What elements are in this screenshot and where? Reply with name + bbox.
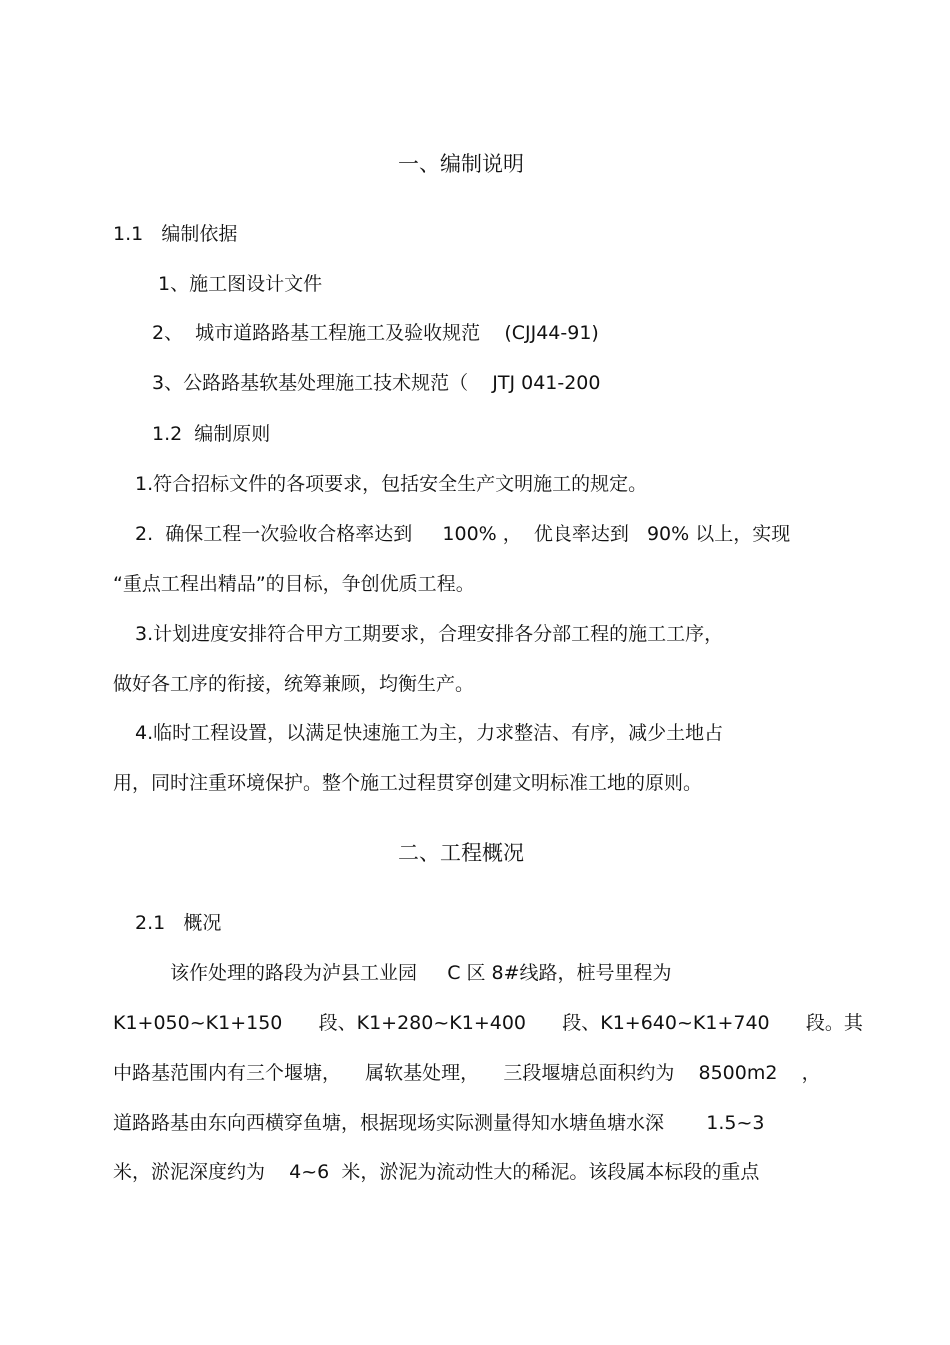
overview-line-2: K1+050~K1+150 段、K1+280~K1+400 段、K1+640~K1+740 段。其 — [113, 1012, 863, 1034]
overview-line-3: 中路基范围内有三个堰塘， 属软基处理， 三段堰塘总面积约为 8500m2 ， — [113, 1062, 821, 1084]
basis-item-3: 3、公路路基软基处理施工技术规范（ JTJ 041-200 — [152, 372, 601, 394]
principle-line-6: 4.临时工程设置，以满足快速施工为主，力求整洁、有序，减少土地占 — [135, 722, 724, 744]
overview-line-5: 米，淤泥深度约为 4~6 米，淤泥为流动性大的稀泥。该段属本标段的重点 — [113, 1161, 760, 1183]
principle-line-1: 1.符合招标文件的各项要求，包括安全生产文明施工的规定。 — [135, 473, 648, 495]
subsection-title-1-2: 1.2 编制原则 — [152, 423, 271, 445]
principle-line-5: 做好各工序的衔接，统筹兼顾，均衡生产。 — [113, 673, 475, 695]
subsection-title-2-1: 2.1 概况 — [135, 912, 222, 934]
subsection-title-1-1: 1.1 编制依据 — [113, 223, 238, 245]
principle-line-2: 2. 确保工程一次验收合格率达到 100% ， 优良率达到 90% 以上，实现 — [135, 523, 791, 545]
section-heading-2: 二、工程概况 — [398, 841, 524, 865]
principle-line-3: “重点工程出精品”的目标，争创优质工程。 — [113, 573, 475, 595]
principle-line-7: 用，同时注重环境保护。整个施工过程贯穿创建文明标准工地的原则。 — [113, 772, 703, 794]
principle-line-4: 3.计划进度安排符合甲方工期要求，合理安排各分部工程的施工工序， — [135, 623, 724, 645]
section-heading-1: 一、编制说明 — [398, 152, 524, 176]
basis-item-2: 2、 城市道路路基工程施工及验收规范 (CJJ44-91) — [152, 322, 599, 344]
basis-item-1: 1、施工图设计文件 — [158, 273, 323, 295]
overview-line-4: 道路路基由东向西横穿鱼塘，根据现场实际测量得知水塘鱼塘水深 1.5~3 — [113, 1112, 765, 1134]
overview-line-1: 该作处理的路段为泸县工业园 C 区 8#线路，桩号里程为 — [170, 962, 672, 984]
